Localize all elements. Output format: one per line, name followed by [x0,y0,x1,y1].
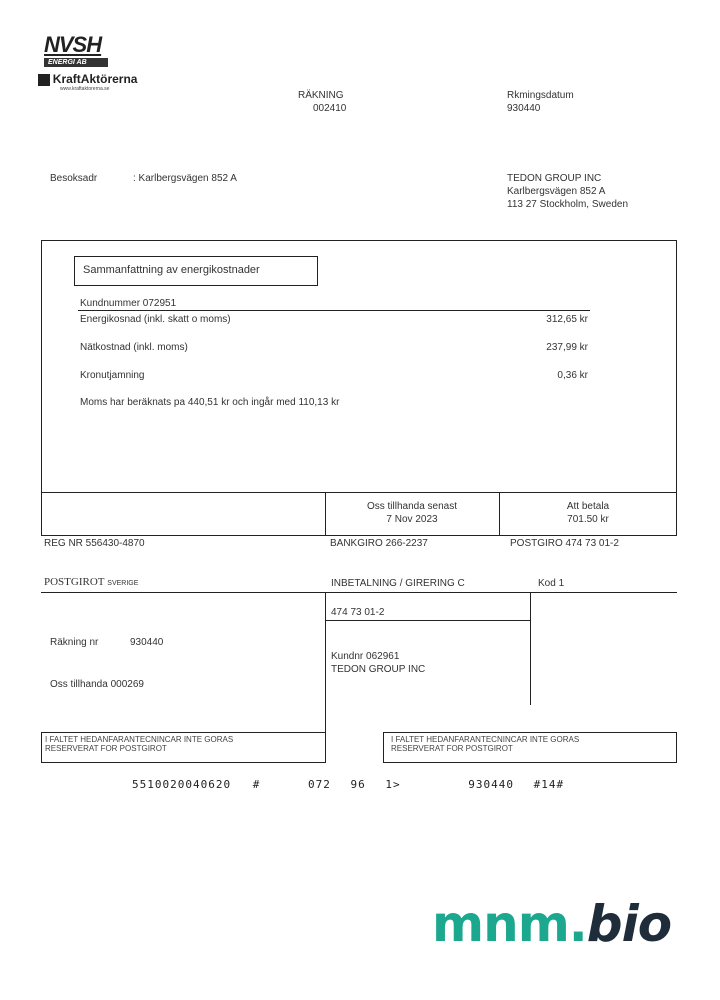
due-label: Oss tillhanda senast [366,501,458,512]
recipient-street: Karlbergsvägen 852 A [507,186,606,197]
ocr-line [132,778,564,791]
watermark-logo [432,895,671,953]
divider [78,310,590,311]
watermark-part2: bio [586,895,672,953]
slip-invoice-nr-label: Räkning nr [50,637,99,648]
invoice-number: 002410 [313,103,347,114]
kraft-logo-icon [38,74,50,86]
row-amount: 237,99 kr [546,342,588,353]
ocr-check: 1> [385,778,401,791]
customer-number: Kundnummer 072951 [80,298,177,309]
ocr-amount: 072 [307,778,331,791]
slip-customer-name: TEDON GROUP INC [331,664,426,675]
reserved-text: RESERVERAT FOR POSTGIROT [45,744,167,753]
invoice-date-label: Rkmingsdatum [507,90,574,101]
slip-type: INBETALNING / GIRERING C [331,578,465,589]
ocr-mark: # [252,778,261,791]
visit-address-label: Besoksadr [50,173,98,184]
row-label: Kronutjamning [80,370,145,381]
bankgiro: BANKGIRO 266-2237 [330,538,428,549]
slip-account: 474 73 01-2 [331,607,385,618]
postgirot-brand-sub: SVERIGE [107,580,139,587]
reg-number: REG NR 556430-4870 [44,538,145,549]
row-amount: 0,36 kr [557,370,588,381]
postgiro: POSTGIRO 474 73 01-2 [510,538,619,549]
kraft-logo-text: KraftAktörerna [52,72,138,86]
invoice-date: 930440 [507,103,541,114]
divider [530,592,531,705]
pay-amount: 701.50 kr [567,514,609,525]
divider [325,620,530,621]
kraft-logo-url: www.kraftaktorerna.se [60,86,110,93]
ocr-ore: 96 [350,778,366,791]
vat-note: Moms har beräknats pa 440,51 kr och ingår med 110,13 kr [80,397,340,408]
recipient-name: TEDON GROUP INC [507,173,602,184]
reserved-box-left [41,732,326,763]
reserved-text: I FALTET HEDANFARANTECNINCAR INTE GORAS [391,735,580,744]
nvsh-logo [44,32,108,67]
reserved-text: RESERVERAT FOR POSTGIROT [391,744,513,753]
invoice-label: RÄKNING [298,90,344,101]
divider [41,592,677,593]
row-label: Nätkostnad (inkl. moms) [80,342,188,353]
postgirot-brand [44,576,138,588]
divider [325,592,326,732]
row-label: Energikosnad (inkl. skatt o moms) [80,314,231,325]
slip-customer-nr: Kundnr 062961 [331,651,400,662]
reserved-box-right [383,732,677,763]
kraft-logo [38,72,137,92]
slip-due: Oss tillhanda 000269 [50,679,144,690]
recipient-city: 113 27 Stockholm, Sweden [507,199,629,210]
ocr-account: 930440 [468,778,514,791]
visit-address: : Karlbergsvägen 852 A [133,173,237,184]
ocr-end: #14# [533,778,565,791]
summary-title: Sammanfattning av energikostnader [83,264,260,276]
pay-label: Att betala [566,501,610,512]
ocr-ref: 5510020040620 [132,778,232,791]
nvsh-logo-sub: ENERGI AB [44,58,108,67]
postgirot-brand-text: POSTGIROT [44,576,105,588]
due-date: 7 Nov 2023 [386,514,438,525]
divider [41,492,677,493]
nvsh-logo-text: NVSH [44,32,102,57]
watermark-part1: mnm. [432,895,587,953]
row-amount: 312,65 kr [546,314,588,325]
reserved-text: I FALTET HEDANFARANTECNINCAR INTE GORAS [45,735,234,744]
slip-invoice-nr: 930440 [130,637,164,648]
slip-code: Kod 1 [538,578,565,589]
